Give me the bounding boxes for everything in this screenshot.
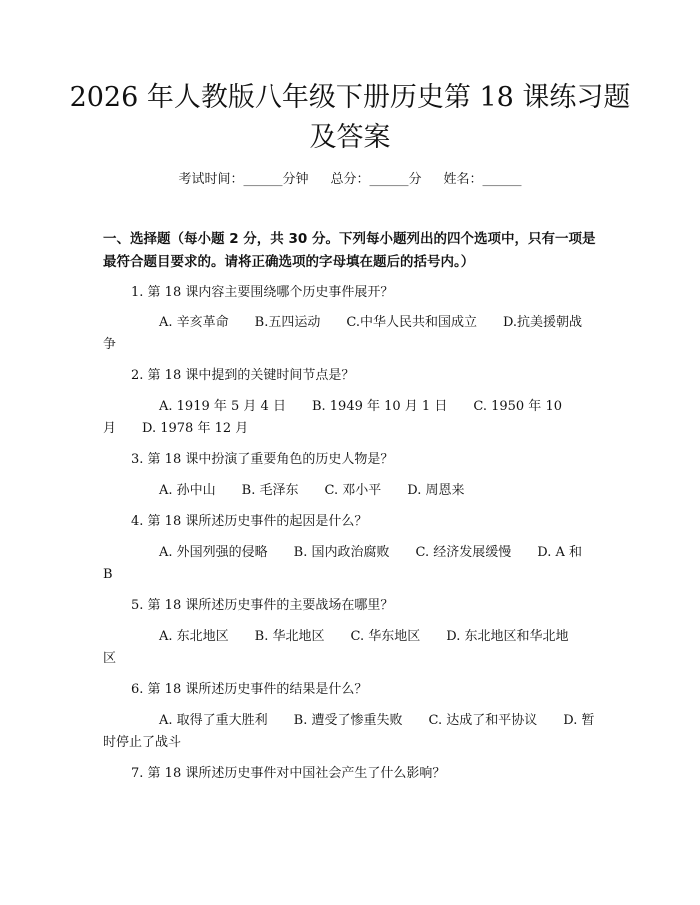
option-c: C. 1950 年 10 月 [103,399,562,436]
option-c: C. 经济发展缓慢 [415,545,512,560]
exam-time: 考试时间：______分钟 [178,172,309,187]
page-title: 2026 年人教版八年级下册历史第 18 课练习题及答案 [69,82,631,153]
option-a: A. 孙中山 [159,483,216,498]
option-b: B. 毛泽东 [241,483,299,498]
option-d: D. A 和 B [103,545,582,582]
option-a: A. 外国列强的侵略 [159,545,268,560]
option-d: D. 暂时停止了战斗 [103,713,595,750]
option-d: D. 1978 年 12 月 [142,421,249,436]
option-b: B. 遭受了惨重失败 [293,713,403,728]
option-c: C. 邓小平 [324,483,382,498]
option-d: D. 周恩来 [407,483,465,498]
total-score: 总分：______分 [330,172,422,187]
option-c: C. 华东地区 [350,629,421,644]
student-name: 姓名：______ [443,172,522,187]
option-a: A. 1919 年 5 月 4 日 [159,399,286,414]
option-d: D. 东北地区和华北地区 [103,629,569,666]
question-2: 2. 第 18 课中提到的关键时间节点是？ [131,368,355,383]
question-4: 4. 第 18 课所述历史事件的起因是什么？ [131,514,368,529]
options-1 [103,312,603,356]
options-6 [103,710,603,754]
question-6: 6. 第 18 课所述历史事件的结果是什么？ [131,682,368,697]
option-d: D.抗美援朝战争 [103,315,583,352]
exam-info [0,168,700,187]
options-3 [103,480,603,502]
option-c: C. 达成了和平协议 [428,713,538,728]
option-a: A. 辛亥革命 [159,315,229,330]
option-a: A. 东北地区 [159,629,229,644]
option-b: B. 华北地区 [254,629,325,644]
options-5 [103,626,603,670]
option-b: B. 国内政治腐败 [293,545,390,560]
options-2 [103,396,603,440]
options-4 [103,542,603,586]
section-heading: 一、选择题（每小题 2 分，共 30 分。下列每小题列出的四个选项中，只有一项是最符合题目要求的。请将正确选项的字母填在题后的括号内。） [103,231,596,270]
question-1: 1. 第 18 课内容主要围绕哪个历史事件展开？ [131,285,394,300]
question-3: 3. 第 18 课中扮演了重要角色的历史人物是？ [131,452,394,467]
option-b: B.五四运动 [254,315,321,330]
option-b: B. 1949 年 10 月 1 日 [311,399,448,414]
option-c: C.中华人民共和国成立 [346,315,477,330]
question-5: 5. 第 18 课所述历史事件的主要战场在哪里？ [131,598,394,613]
option-a: A. 取得了重大胜利 [159,713,268,728]
question-7: 7. 第 18 课所述历史事件对中国社会产生了什么影响？ [131,766,446,781]
